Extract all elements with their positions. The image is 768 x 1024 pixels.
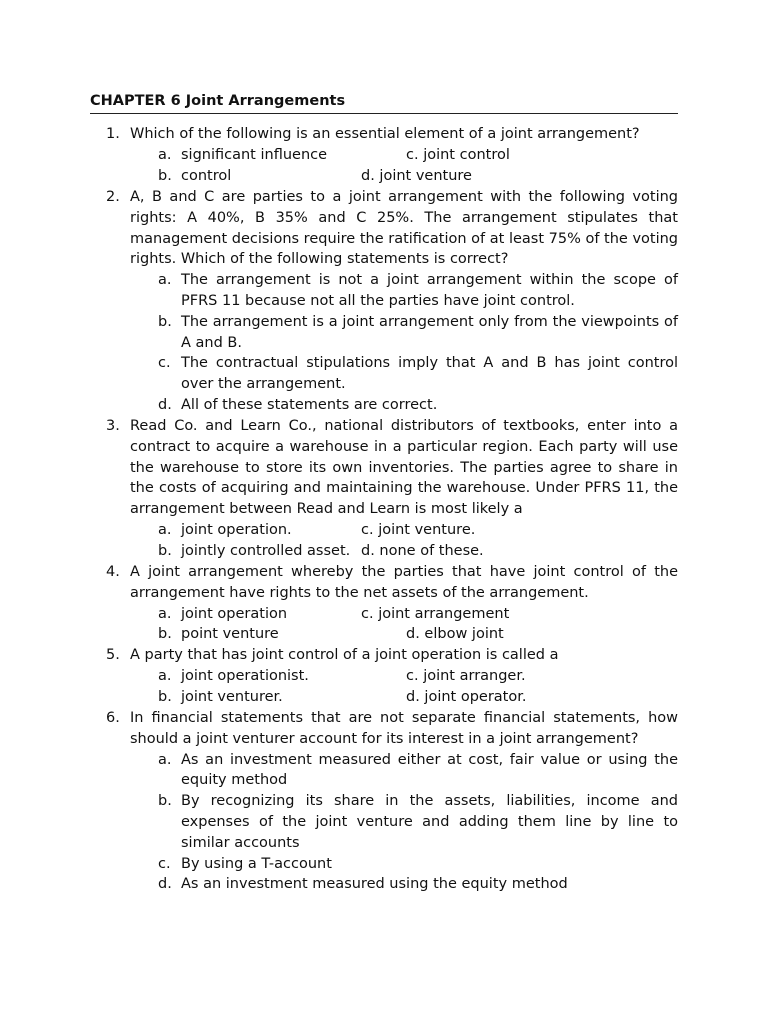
- question-text: In financial statements that are not separate financial statements, how should a joint venturer account for its interest in a joint arrangement?: [130, 710, 678, 747]
- option-c: c. joint arrangement: [361, 605, 510, 622]
- question-text: Which of the following is an essential element of a joint arrangement?: [130, 126, 640, 142]
- question-6: [106, 708, 678, 895]
- question-number: 6.: [106, 710, 120, 726]
- option-b: b. By recognizing its share in the assets, liabilities, income and expenses of the joint venture and adding them line by line to similar accounts: [158, 793, 678, 851]
- option-b: b. jointly controlled asset.: [158, 542, 351, 559]
- option-b: b. control: [158, 167, 232, 184]
- option-d: d. As an investment measured using the equity method: [158, 876, 568, 893]
- question-text: Read Co. and Learn Co., national distributors of textbooks, enter into a contract to acquire a warehouse in a particular region. Each party will use the warehouse to store its own inventories. The parties agree to share in the costs of acquiring and maintaining the warehouse. Under PFRS 11, the arrangement between Read and Learn is most likely a: [130, 418, 678, 518]
- question-text: A party that has joint control of a joint operation is called a: [130, 647, 559, 663]
- option-a: a. joint operation: [158, 605, 288, 622]
- option-b: b. The arrangement is a joint arrangement only from the viewpoints of A and B.: [158, 313, 678, 351]
- question-number: 4.: [106, 564, 120, 580]
- option-a: a. As an investment measured either at cost, fair value or using the equity method: [158, 751, 678, 789]
- question-2: [106, 187, 678, 416]
- option-b: b. point venture: [158, 626, 279, 643]
- option-d: d. joint venture: [361, 167, 472, 184]
- option-d: d. none of these.: [361, 542, 484, 559]
- option-c: c. joint venture.: [361, 521, 476, 538]
- question-text: A, B and C are parties to a joint arrangement with the following voting rights: A 40%, B 35% and C 25%. The arrangement stipulates that management decisions require the ratification of at least 75% of the voting rights. Which of the following statements is correct?: [130, 189, 679, 268]
- option-d: d. elbow joint: [406, 626, 504, 643]
- option-c: c. joint arranger.: [406, 667, 526, 684]
- question-number: 2.: [106, 189, 120, 205]
- option-c: c. The contractual stipulations imply that A and B has joint control over the arrangement.: [158, 355, 678, 393]
- option-a: a. joint operationist.: [158, 667, 309, 684]
- question-4: [106, 562, 678, 645]
- question-text: A joint arrangement whereby the parties that have joint control of the arrangement have rights to the net assets of the arrangement.: [130, 564, 678, 601]
- option-a: a. significant influence: [158, 146, 328, 163]
- question-1: [106, 124, 678, 186]
- option-d: d. joint operator.: [406, 688, 527, 705]
- question-3: [106, 416, 678, 562]
- option-c: c. joint control: [406, 146, 510, 163]
- option-a: a. joint operation.: [158, 521, 292, 538]
- option-b: b. joint venturer.: [158, 688, 283, 705]
- option-c: c. By using a T-account: [158, 855, 332, 872]
- question-number: 1.: [106, 126, 120, 142]
- option-a: a. The arrangement is not a joint arrangement within the scope of PFRS 11 because not all the parties have joint control.: [158, 272, 678, 309]
- question-number: 3.: [106, 418, 120, 434]
- option-d: d. All of these statements are correct.: [158, 396, 438, 413]
- question-5: [106, 645, 678, 707]
- question-number: 5.: [106, 647, 120, 663]
- chapter-heading: CHAPTER 6 Joint Arrangements: [90, 91, 678, 114]
